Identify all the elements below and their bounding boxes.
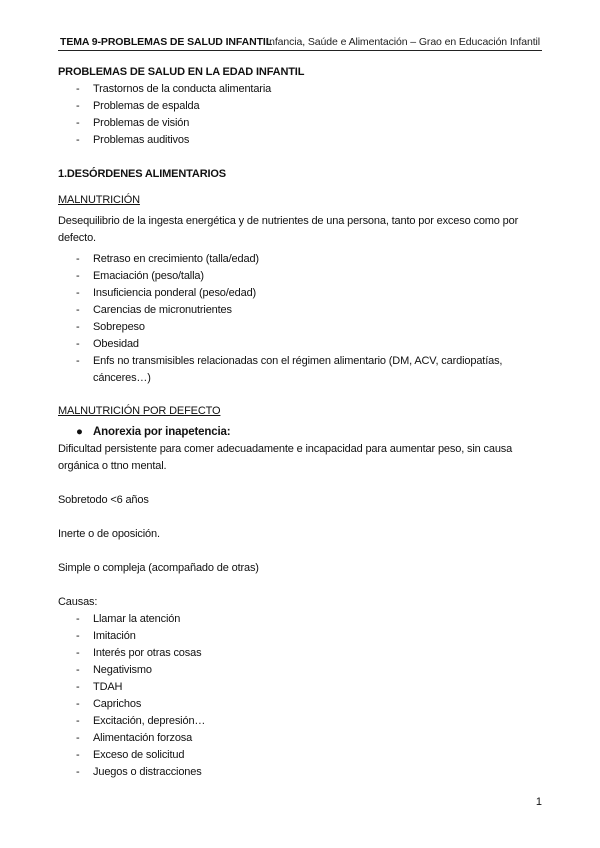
- section-1: [58, 166, 542, 183]
- list-item: - Insuficiencia ponderal (peso/edad): [58, 285, 542, 302]
- bullet-icon: ●: [76, 426, 83, 438]
- list-item: - Trastornos de la conducta alimentaria: [58, 81, 542, 98]
- header-course: Infancia, Saúde e Alimentación – Grao en Educación Infantil: [266, 36, 540, 48]
- anorexia-description: Dificultad persistente para comer adecuadamente e incapacidad para aumentar peso, sin causa orgánica o ttno mental.: [58, 443, 513, 472]
- intro-section: [58, 64, 542, 149]
- header-topic: TEMA 9-PROBLEMAS DE SALUD INFANTIL: [60, 36, 273, 48]
- list-item: - Carencias de micronutrientes: [58, 302, 542, 319]
- malnutrition-definition: Desequilibrio de la ingesta energética y de nutrientes de una persona, tanto por exceso como por defecto.: [58, 215, 519, 244]
- list-item: - Obesidad: [58, 336, 542, 353]
- causes-section: [58, 594, 542, 781]
- anorexia-note-form: [58, 560, 542, 577]
- intro-list: [58, 81, 542, 149]
- page-header: [58, 34, 542, 51]
- list-item: - Negativismo: [58, 662, 542, 679]
- list-item: - Alimentación forzosa: [58, 730, 542, 747]
- anorexia-title: Anorexia por inapetencia:: [93, 426, 231, 438]
- malnutrition-body: [58, 213, 542, 387]
- causes-list: [58, 611, 542, 781]
- list-item: - Problemas auditivos: [58, 132, 542, 149]
- section-1-title: 1.DESÓRDENES ALIMENTARIOS: [58, 168, 226, 180]
- anorexia-note-type: [58, 526, 542, 543]
- type-note: Inerte o de oposición.: [58, 528, 160, 540]
- anorexia-section: [58, 424, 542, 475]
- list-item: - Emaciación (peso/talla): [58, 268, 542, 285]
- causes-label: Causas:: [58, 596, 98, 608]
- form-note: Simple o compleja (acompañado de otras): [58, 562, 259, 574]
- malnutrition-deficit-heading-block: [58, 403, 542, 420]
- list-item: - Caprichos: [58, 696, 542, 713]
- malnutrition-section: [58, 192, 542, 209]
- intro-title: PROBLEMAS DE SALUD EN LA EDAD INFANTIL: [58, 66, 305, 78]
- list-item: - TDAH: [58, 679, 542, 696]
- anorexia-note-age: [58, 492, 542, 509]
- list-item: - Problemas de visión: [58, 115, 542, 132]
- malnutrition-list: [58, 251, 542, 387]
- list-item: - Interés por otras cosas: [58, 645, 542, 662]
- list-item: - Problemas de espalda: [58, 98, 542, 115]
- list-item: - Retraso en crecimiento (talla/edad): [58, 251, 542, 268]
- list-item: - Juegos o distracciones: [58, 764, 542, 781]
- list-item: - Imitación: [58, 628, 542, 645]
- malnutrition-deficit-heading: MALNUTRICIÓN POR DEFECTO: [58, 405, 221, 417]
- anorexia-bullet: [58, 424, 542, 441]
- list-item: - Excitación, depresión…: [58, 713, 542, 730]
- age-note: Sobretodo <6 años: [58, 494, 149, 506]
- list-item: - Llamar la atención: [58, 611, 542, 628]
- page-number: 1: [535, 796, 542, 808]
- list-item: - Exceso de solicitud: [58, 747, 542, 764]
- malnutrition-heading: MALNUTRICIÓN: [58, 194, 140, 206]
- list-item: - Sobrepeso: [58, 319, 542, 336]
- list-item: - Enfs no transmisibles relacionadas con el régimen alimentario (DM, ACV, cardiopatías, cánceres…): [58, 353, 542, 387]
